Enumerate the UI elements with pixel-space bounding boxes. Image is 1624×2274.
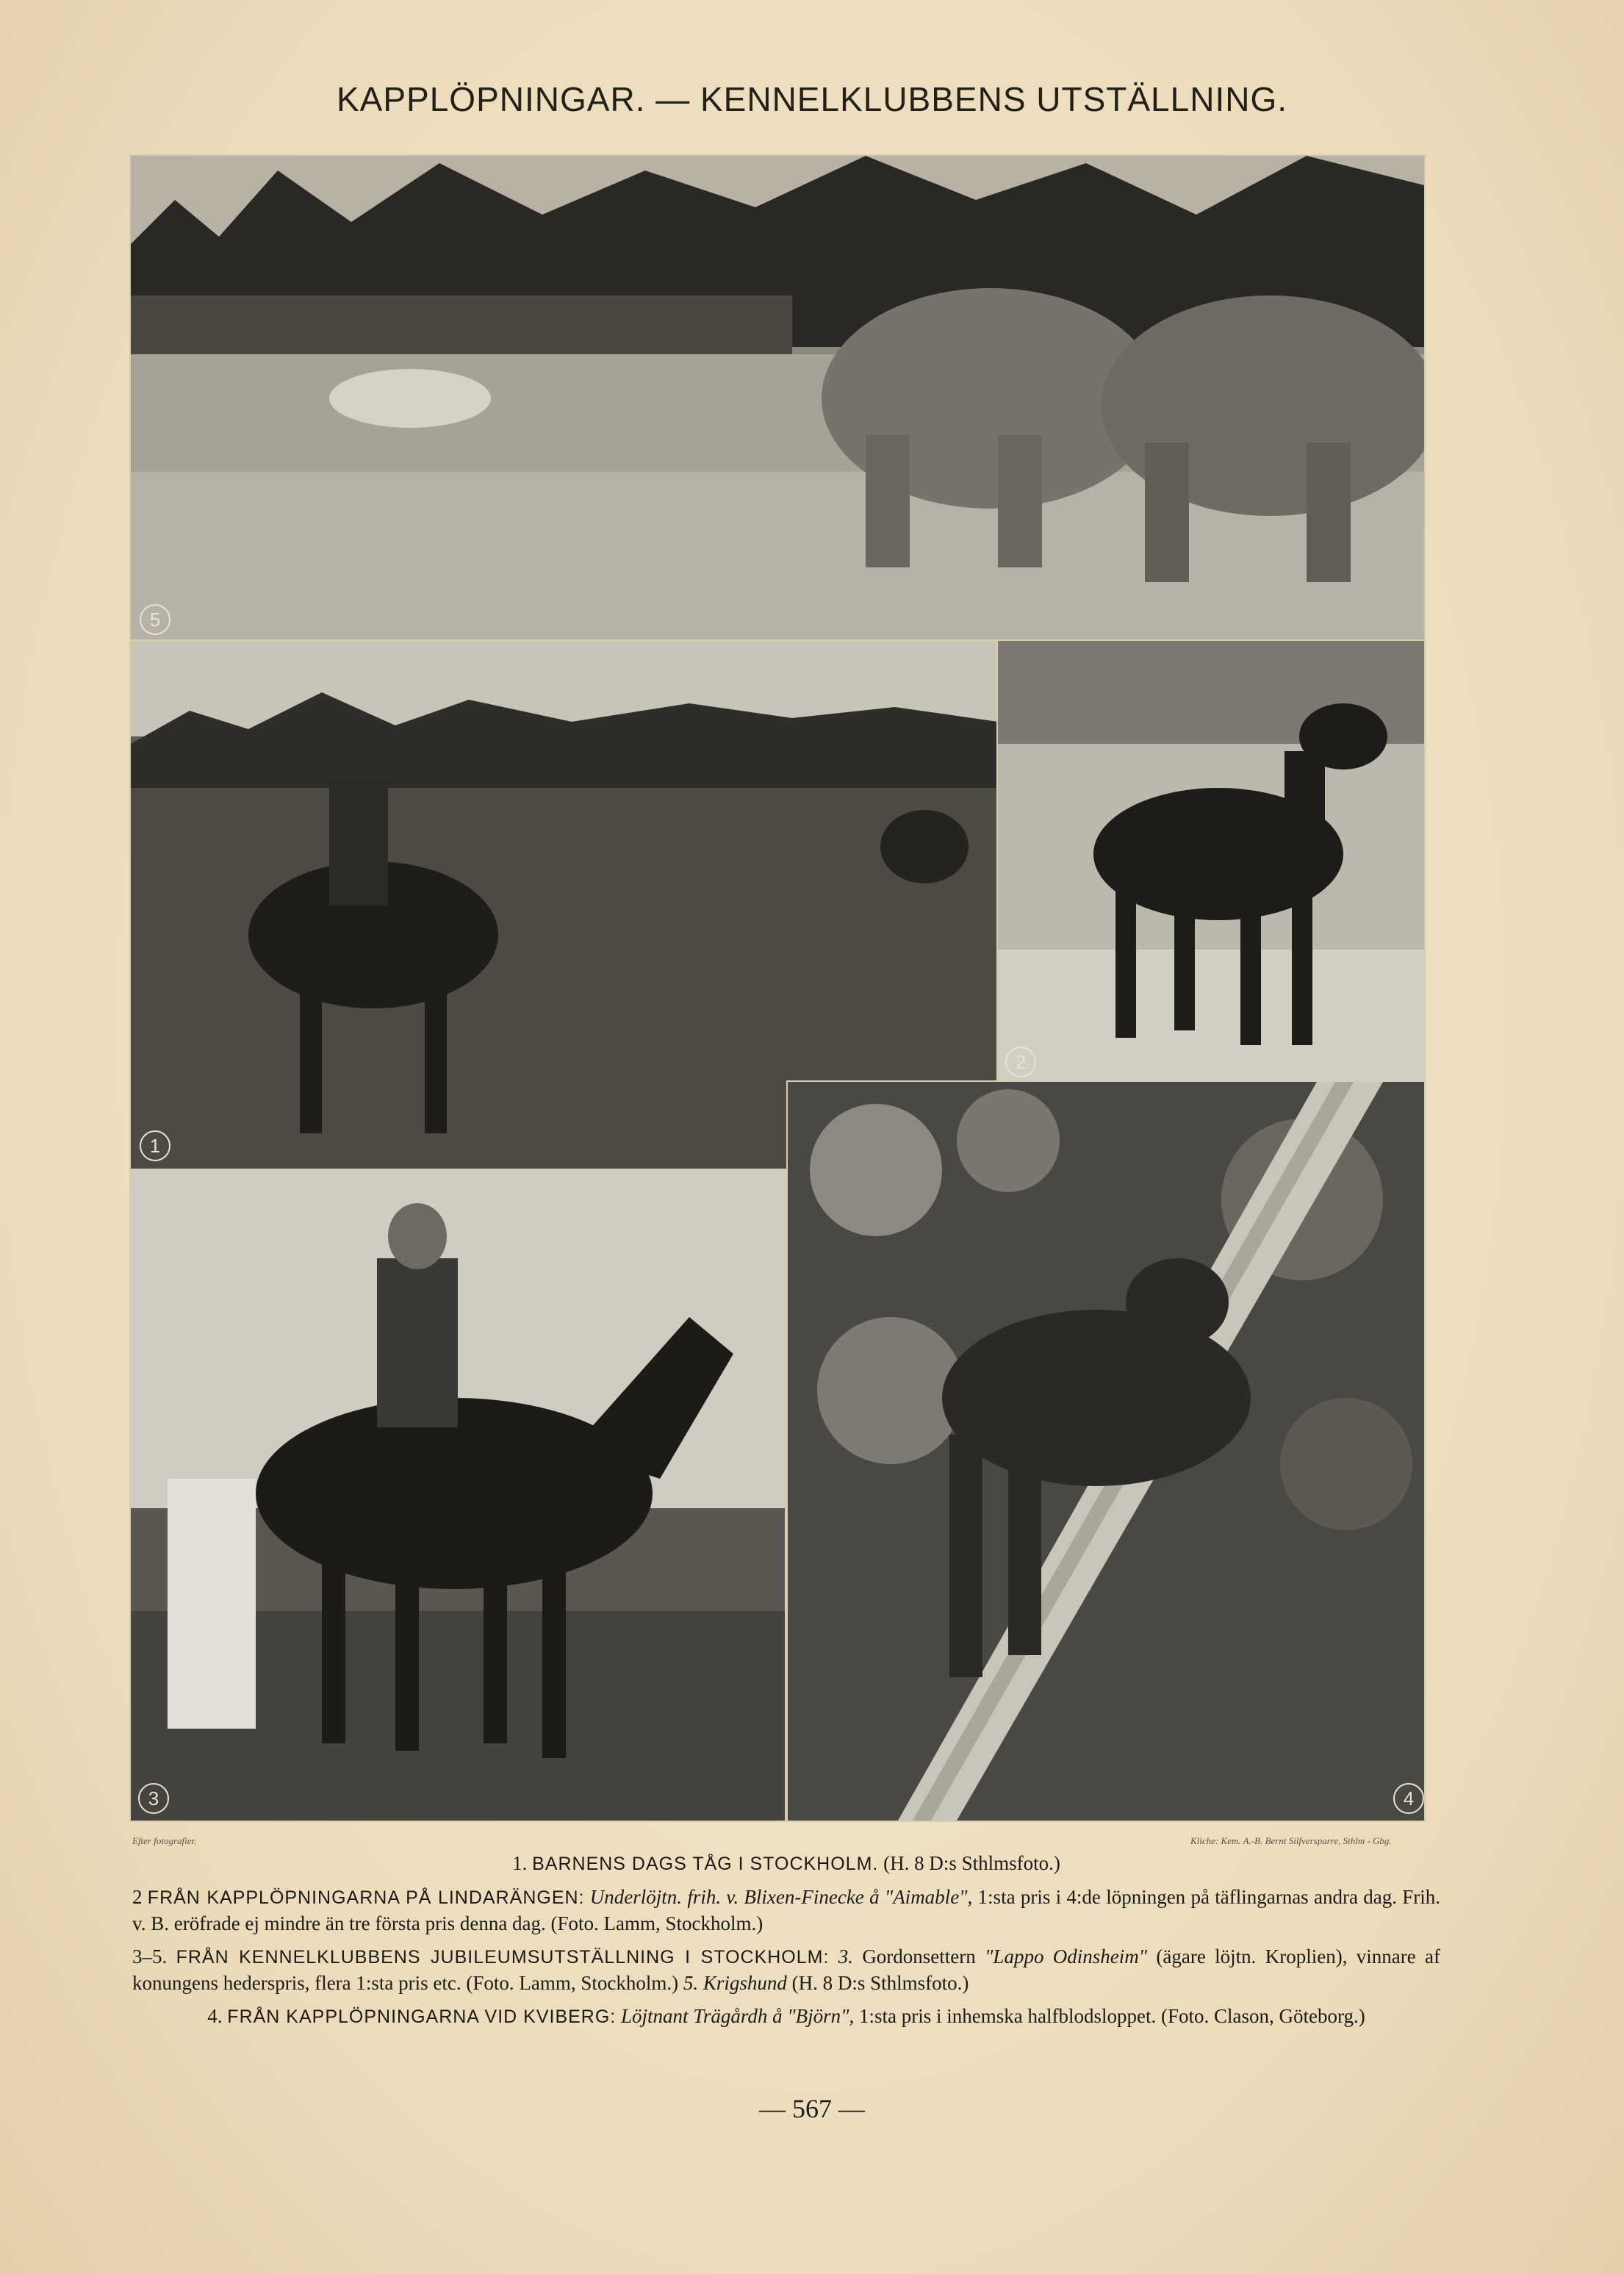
caption-1 bbox=[132, 1851, 1440, 1877]
photo-number-1: 1 bbox=[140, 1130, 170, 1161]
captions bbox=[132, 1851, 1440, 2037]
caption-3-number: 3–5. bbox=[132, 1945, 168, 1968]
caption-4 bbox=[132, 2004, 1440, 2030]
caption-3-mid-a: Gordonsettern bbox=[853, 1945, 985, 1968]
caption-1-heading: BARNENS DAGS TÅG I STOCKHOLM. bbox=[532, 1854, 879, 1874]
caption-3-heading: FRÅN KENNELKLUBBENS JUBILEUMSUTSTÄLLNING I STOCKHOLM: bbox=[176, 1947, 830, 1968]
caption-4-number: 4. bbox=[207, 2005, 223, 2027]
rider-image bbox=[131, 1170, 785, 1821]
photo-number-5: 5 bbox=[140, 604, 170, 635]
caption-2-italic: Underlöjtn. frih. v. Blixen-Finecke å "Aimable", bbox=[589, 1886, 973, 1908]
caption-3-italic-c: 5. Krigshund bbox=[683, 1972, 787, 1994]
credit-left: Efter fotografier. bbox=[132, 1835, 197, 1846]
caption-3-text: (H. 8 D:s Sthlmsfoto.) bbox=[786, 1972, 969, 1994]
caption-4-heading: FRÅN KAPPLÖPNINGARNA VID KVIBERG: bbox=[227, 2006, 617, 2027]
caption-3-italic-b: "Lappo Odinsheim" bbox=[985, 1945, 1148, 1968]
elephants-image bbox=[131, 156, 1424, 641]
caption-1-number: 1. bbox=[512, 1852, 528, 1874]
page-title: KAPPLÖPNINGAR. — KENNELKLUBBENS UTSTÄLLNING. bbox=[336, 80, 1288, 118]
photo-number-3: 3 bbox=[138, 1783, 169, 1814]
caption-1-text: (H. 8 D:s Sthlmsfoto.) bbox=[878, 1852, 1060, 1874]
photo-elephants bbox=[129, 154, 1426, 642]
war-dog-image bbox=[788, 1082, 1424, 1821]
caption-4-text: 1:sta pris i inhemska halfblodsloppet. (Foto. Clason, Göteborg.) bbox=[854, 2005, 1365, 2027]
photo-war-dog bbox=[786, 1080, 1426, 1822]
photo-number-4: 4 bbox=[1393, 1783, 1424, 1814]
caption-4-italic: Löjtnant Trägårdh å "Björn", bbox=[621, 2005, 855, 2027]
caption-3-italic-a: 3. bbox=[838, 1945, 853, 1968]
page-number: — 567 — bbox=[759, 2094, 865, 2123]
photo-gordon-setter bbox=[996, 639, 1426, 1083]
photo-rider-kviberg bbox=[129, 1169, 786, 1822]
caption-2-number: 2 bbox=[132, 1886, 143, 1908]
caption-2 bbox=[132, 1884, 1440, 1937]
caption-2-heading: FRÅN KAPPLÖPNINGARNA PÅ LINDARÄNGEN: bbox=[147, 1887, 585, 1908]
credit-right: Kliche: Kem. A.-B. Bernt Silfversparre, Sthlm - Gbg. bbox=[1190, 1835, 1392, 1846]
photo-number-2: 2 bbox=[1005, 1047, 1036, 1077]
caption-3 bbox=[132, 1944, 1440, 1996]
caption-3-mid-b: (ägare löjtn. Kroplien), vinnare af konungens hederspris, flera 1:sta pris etc. (Foto. Lamm, Stockholm.) bbox=[132, 1945, 1440, 1994]
gordon-setter-image bbox=[998, 641, 1424, 1082]
caption-2-text: 1:sta pris i 4:de löpningen på täflingarnas andra dag. Frih. v. B. eröfrade ej mindre än tre första pris denna dag. (Foto. Lamm, Stockholm.) bbox=[132, 1886, 1440, 1934]
